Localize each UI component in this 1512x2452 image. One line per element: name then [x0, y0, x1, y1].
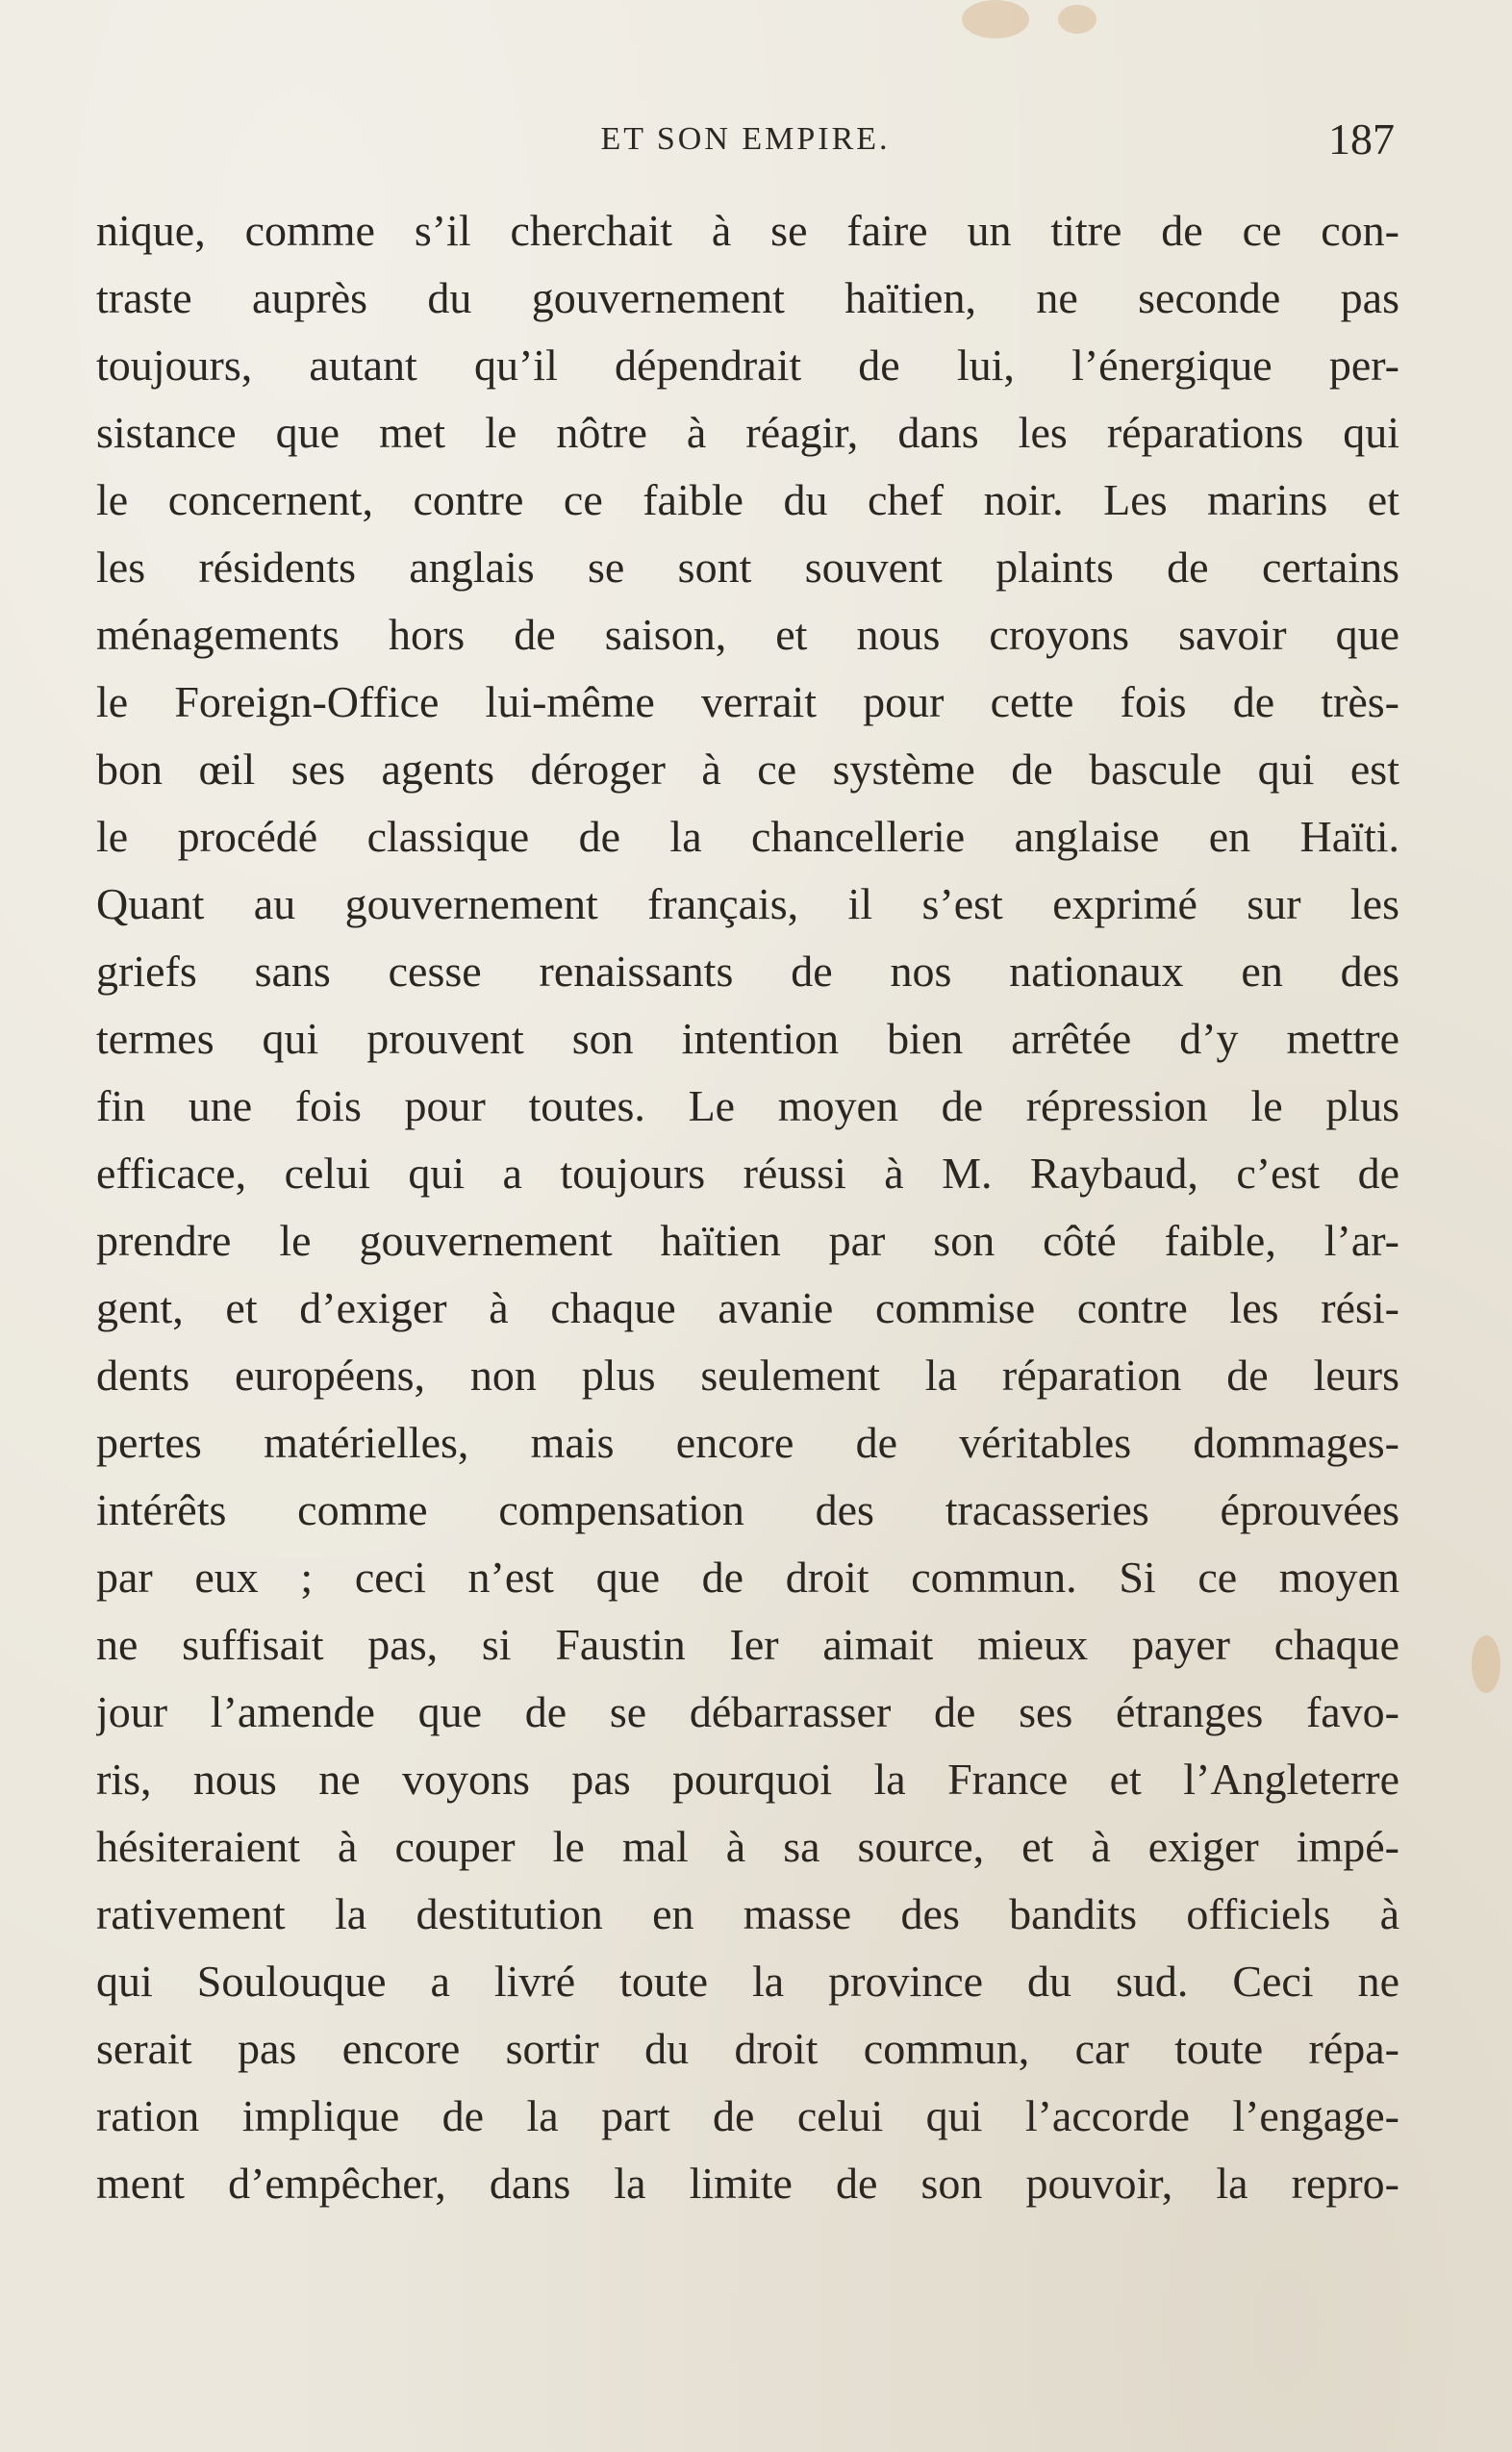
text-line: termes qui prouvent son intention bien arrêtée d’y mettre	[96, 1014, 1399, 1063]
body-text	[96, 197, 1399, 2217]
running-title: ET SON EMPIRE.	[600, 121, 891, 157]
text-line: fin une fois pour toutes. Le moyen de répression le plus	[96, 1081, 1399, 1130]
text-line: ment d’empêcher, dans la limite de son pouvoir, la repro-	[96, 2159, 1399, 2208]
text-line: traste auprès du gouvernement haïtien, ne seconde pas	[96, 273, 1399, 322]
text-line: prendre le gouvernement haïtien par son côté faible, l’ar-	[96, 1216, 1399, 1265]
text-line: nique, comme s’il cherchait à se faire un titre de ce con-	[96, 206, 1399, 255]
running-header	[96, 114, 1395, 171]
text-line: ménagements hors de saison, et nous croyons savoir que	[96, 610, 1399, 659]
text-line: pertes matérielles, mais encore de véritables dommages-	[96, 1418, 1399, 1467]
text-line: le procédé classique de la chancellerie anglaise en Haïti.	[96, 812, 1399, 861]
text-line: hésiteraient à couper le mal à sa source, et à exiger impé-	[96, 1822, 1399, 1871]
text-line: intérêts comme compensation des tracasseries éprouvées	[96, 1485, 1399, 1534]
text-line: gent, et d’exiger à chaque avanie commise contre les rési-	[96, 1283, 1399, 1332]
text-line: le concernent, contre ce faible du chef noir. Les marins et	[96, 475, 1399, 524]
text-line: efficace, celui qui a toujours réussi à M. Raybaud, c’est de	[96, 1149, 1399, 1198]
text-line: ration implique de la part de celui qui l’accorde l’engage-	[96, 2091, 1399, 2140]
text-line: bon œil ses agents déroger à ce système de bascule qui est	[96, 745, 1399, 794]
text-line: sistance que met le nôtre à réagir, dans les réparations qui	[96, 408, 1399, 457]
text-line: jour l’amende que de se débarrasser de ses étranges favo-	[96, 1687, 1399, 1736]
text-line: ris, nous ne voyons pas pourquoi la France et l’Angleterre	[96, 1755, 1399, 1804]
text-line: qui Soulouque a livré toute la province du sud. Ceci ne	[96, 1957, 1399, 2006]
text-line: serait pas encore sortir du droit commun, car toute répa-	[96, 2024, 1399, 2073]
foxing-stain	[1472, 1635, 1500, 1693]
text-line: dents européens, non plus seulement la réparation de leurs	[96, 1351, 1399, 1400]
foxing-stain	[1058, 5, 1096, 34]
text-line: rativement la destitution en masse des bandits officiels à	[96, 1889, 1399, 1938]
text-line: ne suffisait pas, si Faustin Ier aimait mieux payer chaque	[96, 1620, 1399, 1669]
text-line: le Foreign-Office lui-même verrait pour cette fois de très-	[96, 677, 1399, 726]
text-line: par eux ; ceci n’est que de droit commun. Si ce moyen	[96, 1553, 1399, 1602]
text-line: toujours, autant qu’il dépendrait de lui, l’énergique per-	[96, 341, 1399, 390]
text-line: Quant au gouvernement français, il s’est exprimé sur les	[96, 879, 1399, 928]
page-number: 187	[1328, 114, 1395, 164]
text-line: griefs sans cesse renaissants de nos nationaux en des	[96, 947, 1399, 996]
text-line: les résidents anglais se sont souvent plaints de certains	[96, 543, 1399, 592]
foxing-stain	[962, 0, 1029, 38]
